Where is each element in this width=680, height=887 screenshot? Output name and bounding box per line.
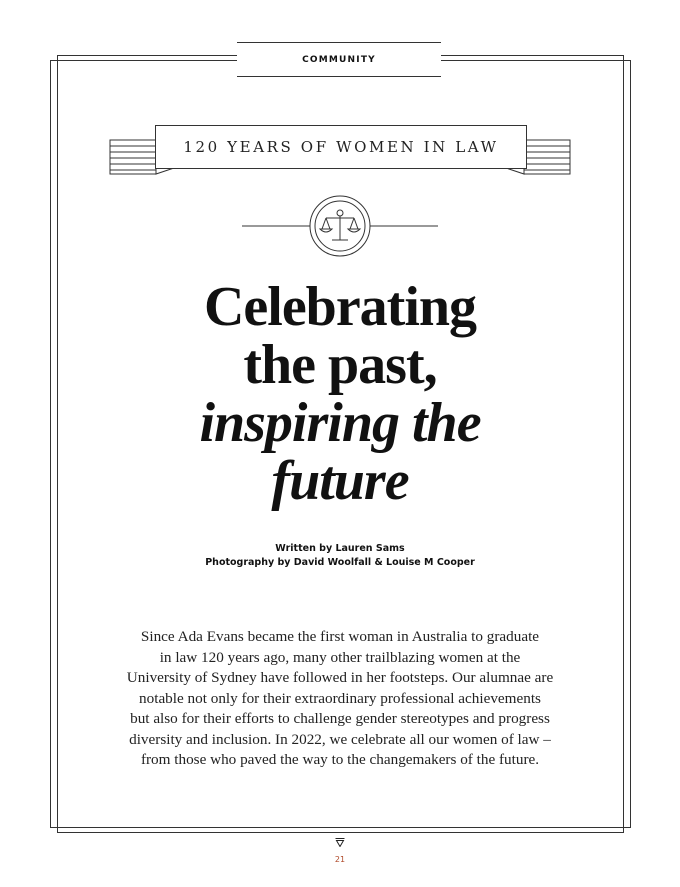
headline-line-italic: future (271, 450, 409, 512)
byline (100, 542, 580, 570)
banner-title: 120 YEARS OF WOMEN IN LAW (183, 138, 499, 156)
photography-credit: Photography by David Woolfall & Louise M Cooper (205, 557, 475, 568)
intro-line: notable not only for their extraordinary professional achievements (139, 689, 541, 707)
section-label: COMMUNITY (302, 54, 376, 65)
intro-line: University of Sydney have followed in her footsteps. Our alumnae are (126, 669, 554, 686)
page-number: 21 (334, 855, 346, 864)
intro-line: diversity and inclusion. In 2022, we celebrate all our women of law – (129, 730, 551, 748)
down-triangle-icon (335, 838, 345, 847)
intro-line: in law 120 years ago, many other trailblazing women at the (159, 648, 521, 666)
intro-paragraph (110, 627, 570, 771)
headline (100, 278, 580, 510)
headline-line: Celebrating (203, 276, 477, 338)
headline-line-italic: inspiring the (199, 392, 481, 454)
intro-line: but also for their efforts to challenge gender stereotypes and progress (130, 710, 550, 727)
intro-line: Since Ada Evans became the first woman in Australia to graduate (140, 628, 540, 645)
banner (155, 125, 527, 169)
scales-of-justice-icon (240, 195, 440, 257)
headline-line: the past, (243, 334, 437, 396)
intro-line: from those who paved the way to the changemakers of the future. (140, 751, 540, 768)
section-tab (237, 42, 441, 77)
writer-credit: Written by Lauren Sams (275, 543, 405, 554)
